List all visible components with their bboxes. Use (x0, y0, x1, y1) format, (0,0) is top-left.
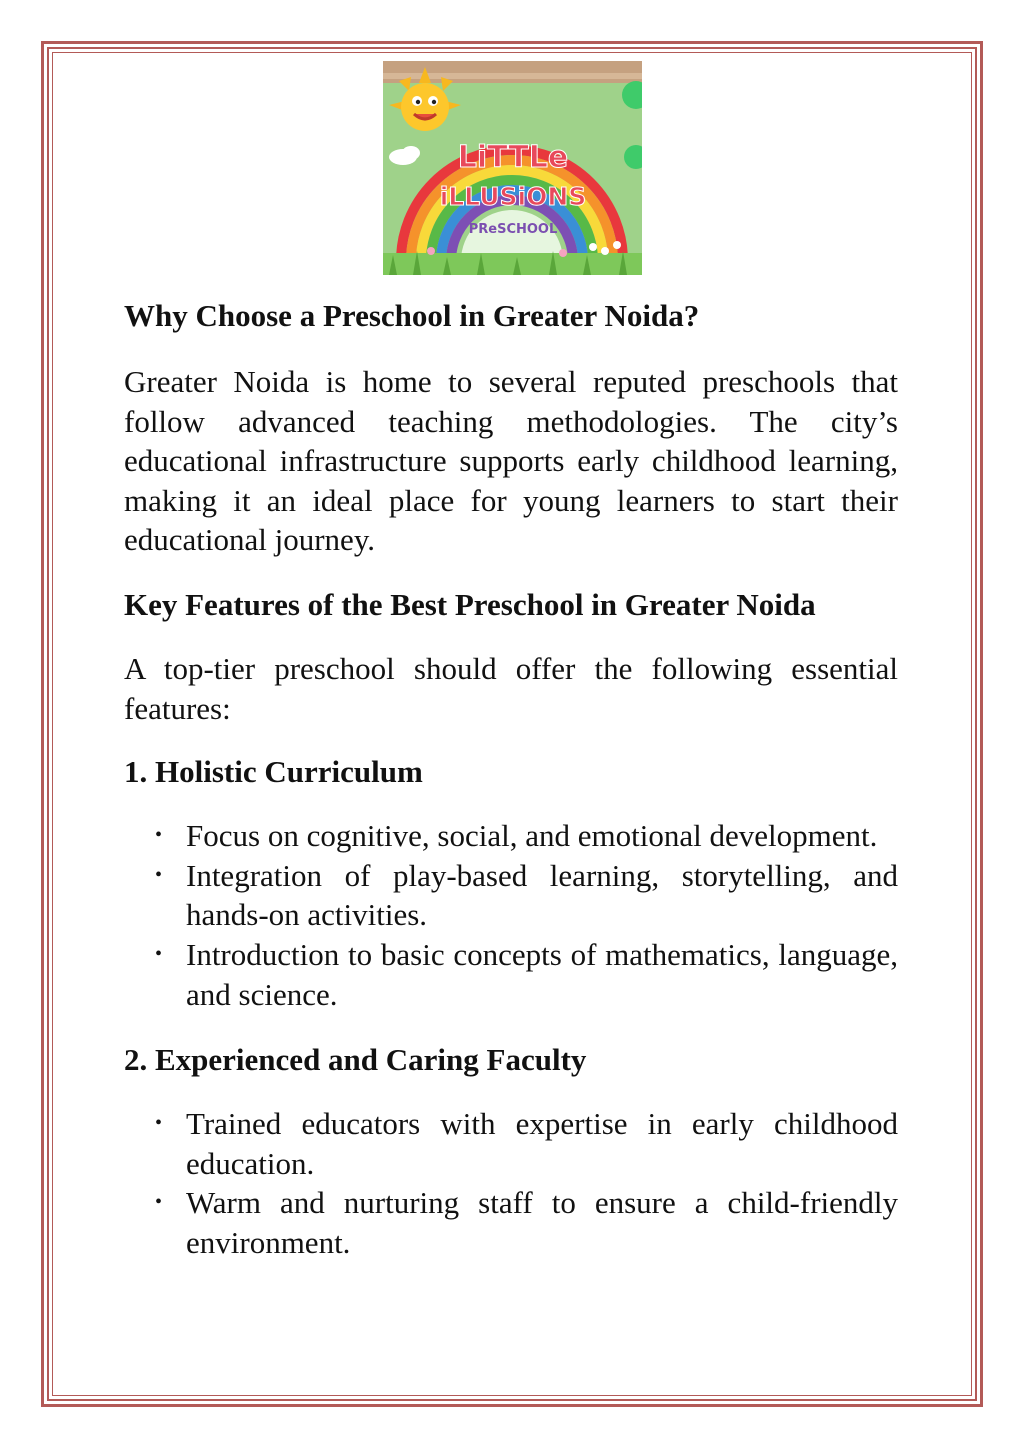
list-item-text: Introduction to basic concepts of mathematics, language, and science. (186, 936, 898, 1012)
holistic-curriculum-heading: 1. Holistic Curriculum (124, 754, 423, 790)
bullet-icon: • (155, 1112, 163, 1135)
holistic-curriculum-list (124, 816, 898, 1014)
list-item (124, 856, 898, 935)
list-item (124, 1104, 898, 1183)
svg-text:iLLUSiONS: iLLUSiONS (439, 182, 587, 211)
list-item (124, 816, 898, 856)
key-features-paragraph: A top-tier preschool should offer the following essential features: (124, 650, 898, 726)
key-features-heading: Key Features of the Best Preschool in Greater Noida (124, 586, 816, 622)
faculty-list (124, 1104, 898, 1262)
why-choose-heading: Why Choose a Preschool in Greater Noida? (124, 298, 700, 333)
why-choose-paragraph: Greater Noida is home to several reputed preschools that follow advanced teaching methodologies. The city’s educational infrastructure supports early childhood learning, making it an ideal place for young learners to start their educational journey. (124, 364, 898, 558)
list-item-text: Focus on cognitive, social, and emotional development. (186, 818, 878, 854)
list-item-text: Warm and nurturing staff to ensure a child-friendly environment. (186, 1185, 898, 1260)
preschool-logo (383, 61, 642, 275)
faculty-heading: 2. Experienced and Caring Faculty (124, 1042, 587, 1078)
list-item-text: Integration of play-based learning, storytelling, and hands-on activities. (186, 857, 898, 933)
list-item-text: Trained educators with expertise in early childhood education. (186, 1106, 898, 1181)
svg-text:LiTTLe: LiTTLe (457, 140, 569, 175)
list-item (124, 1183, 898, 1262)
bullet-icon: • (155, 863, 163, 886)
bullet-icon: • (155, 824, 163, 847)
list-item (124, 935, 898, 1014)
article-content (124, 296, 898, 1263)
bullet-icon: • (155, 1191, 163, 1214)
bullet-icon: • (155, 942, 163, 965)
svg-text:PReSCHOOL: PReSCHOOL (468, 222, 558, 237)
